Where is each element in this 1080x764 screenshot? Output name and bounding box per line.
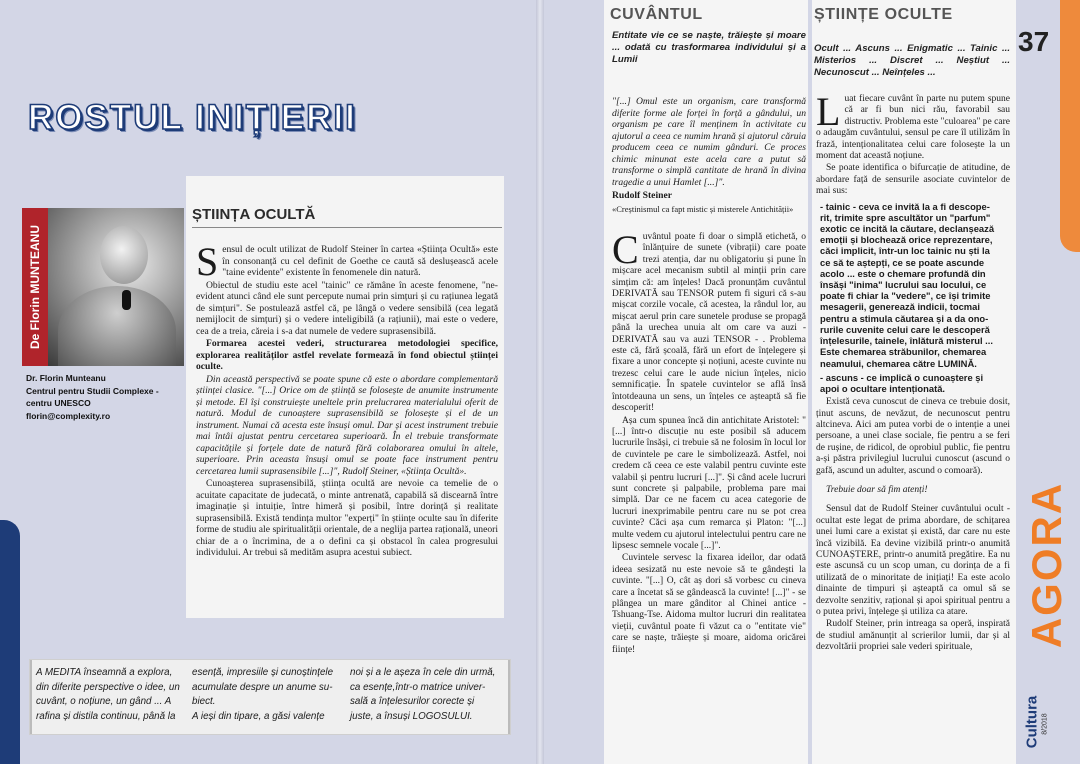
- paragraph: Se poate identifica o bifurcație de atitudine, de abordare față de sensurile asociate cuvintelor de mai sus:: [816, 163, 1010, 197]
- meditation-col-3: noi și a le așeza în cele din urmă, ca esențe,într-o matrice univer- sală a înțelesurilor corecte și juste, a însuși LOGOSULUI.: [350, 667, 496, 722]
- dropcap: S: [196, 239, 219, 284]
- paragraph: uat fiecare cuvânt în parte nu putem spune că ar fi bun nici rău, favorabil sau distructiv. Problema este "culoarea" pe care o adaugăm cuvântului, sensul pe care îl utilizăm în frază, intenționalitatea celui care folosește la un moment dat această noțiune.: [816, 94, 1010, 162]
- author-affiliation: Centrul pentru Studii Complexe -: [26, 385, 159, 396]
- left-article-body: [196, 239, 498, 560]
- paragraph: Există ceva cunoscut de cineva ce trebuie dosit, ținut ascuns, de nevăzut, de necunoscut pentru altcineva. Aici am putea vorbi de o intenție a unei persoane, a unei clase sociale, fie pentru a se feri de rușine, de ridicol, de oprobiul public, fie pentru a-și păstra privilegiul lucrului cunoscut (ascund o gafă, ascund un adulter, ascund o comoară).: [816, 397, 1010, 476]
- section-heading: ȘTIINȚA OCULTĂ: [192, 206, 316, 223]
- quote-author: Rudolf Steiner: [612, 190, 672, 201]
- agora-label: AGORA: [1023, 481, 1070, 649]
- author-band: De Florin MUNTEANU: [22, 208, 48, 366]
- quote-source: «Creștinismul ca fapt mistic și misterele Antichității»: [612, 203, 794, 214]
- dropcap: L: [816, 89, 841, 134]
- paragraph: Așa cum spunea încă din antichitate Aristotel: "[...] într-o discuție nu este posibil să aducem lucrurile însăși, ci trebuie să ne folosim în locul lor de cuvintele pe care le simbolizează. Astfel, noi credem că ceea ce este valabil pentru cuvinte este valabil și pentru lucruri [...]". Și când acele lucruri sunt concrete și palpabile, problema pare mai simplă. Dar ce ne facem cu acea categorie de lucruri inexprimabile pentru care nu se pot crea cuvinte? Căci așa cum remarca și Platon: "[...] multe vedem cu ajutorul intelectului pentru care ne lipsesc semnele vocale [...]".: [612, 415, 806, 551]
- paragraph: Cuvintele servesc la fixarea ideilor, dar odată ideea sesizată nu este nevoie să te gândești la cuvinte. "[...] O, cât aș dori să vorbesc cu cineva care a încetat să se gândească la cuvinte! [...]" - se plângea un mare gânditor al Chinei antice - Tshuang-Tse. Aidoma multor lucruri din realitatea vieții, cuvântul poate fi văzut ca o "entitate vie" care se naște, trăiește și moare, aidoma oricărei ființe!: [612, 553, 806, 655]
- column-header-cuvantul: CUVÂNTUL: [610, 6, 703, 23]
- cuvantul-body: [612, 227, 806, 657]
- bullet-ascuns: - ascuns - ce implică o cunoaștere și apoi o ocultare intenționată.: [820, 371, 984, 394]
- microphone-icon: [122, 290, 131, 310]
- author-email: florin@complexity.ro: [26, 410, 111, 421]
- steiner-quote: [612, 96, 806, 215]
- author-name: Dr. Florin Munteanu: [26, 373, 106, 383]
- column-header-stiinte-oculte: ȘTIINȚE OCULTE: [814, 6, 953, 23]
- logo-name: Cultura: [1023, 695, 1041, 749]
- subtitle-cuvantul: Entitate vie ce se naște, trăiește și moare ... odată cu trasformarea individului și a Lumii: [612, 30, 806, 65]
- meditation-col-2: esență, impresiile și cunoștințele acumulate despre un anume su- biect. A ieși din tipare, a găsi valențe: [192, 667, 334, 722]
- paragraph: Formarea acestei vederi, structurarea metodologiei specifice, explorarea realităților astfel revelate formează în fond obiectul științei oculte.: [196, 338, 498, 372]
- author-affiliation-2: centru UNESCO: [26, 398, 91, 408]
- stiinte-oculte-body: [816, 89, 1010, 655]
- paragraph: uvântul poate fi doar o simplă etichetă, o înlănțuire de sunete (vibrații) care poate trezi atenția, dar nu obligatoriu și pune în mișcare acel mecanism subtil al minții prin care simțim că: am înțeles! Dacă pronunțăm cuvântul DERIVATĂ sau TENSOR putem fi siguri că s-au mișcat corzile vocale, că acestea, la rândul lor, au mișcat aerul prin care sunetele produse se propagă până la urechea unuia alt om care va auzi - DERIVATĂ sau va auzi TENSOR - . Problema este că, fără școală, fără un efort de înțelegere și fixare a unor concepte și noțiuni, aceste cuvinte nu trezesc celui care le aude niciun înțeles, nicio semnificație. În spatele cuvintelor se află însă întotdeauna un sens, un înțeles ce așteaptă să fie descoperit!: [612, 232, 806, 414]
- magazine-logo: [1024, 644, 1050, 754]
- page-gutter: [536, 0, 544, 764]
- right-accent-bar: [1060, 0, 1080, 252]
- author-info: [26, 372, 182, 422]
- paragraph: Sensul dat de Rudolf Steiner cuvântului ocult - ocultat este legat de prima abordare, de schițarea unei lumi care a existat și există, dar care nu este încă vizibilă. Ea devine vizibilă printr-o anumită CUNOAȘTERE, printr-o anumită pregătire. Ea nu este ascunsă cu un scop uman, cu dorința de a fi utilizată de o minoritate de inițiați! Ea este acolo dinainte de timpuri și așteaptă ca omul să se dezvolte senzitiv, rațional și apoi spiritual pentru a o putea privi, înțelege și utiliza ca atare.: [816, 504, 1010, 618]
- issue-number: 8/2018: [1041, 713, 1049, 735]
- dropcap: C: [612, 227, 639, 272]
- paragraph: Obiectul de studiu este acel "tainic" ce rămâne în aceste fenomene, "ne-evident atunci când ele sunt percepute numai prin simțuri și cu rațiunea legată de simțuri". Se postulează astfel că, pe lângă o vedere sensibilă (cea legată nemijlocit de simțuri) și o vedere inteligibilă (a rațiunii), mai este o vedere, cea de a treia, căreia i s-a dat numele de vedere suprasensibilă.: [196, 279, 498, 337]
- paragraph: ensul de ocult utilizat de Rudolf Steiner în cartea «Știința Ocultă» este în consonanță cu cel definit de Goethe ce caută să deslușească acele "taine evidente" existente în fenomenele din natură.: [222, 244, 498, 278]
- page-number: 37: [1018, 26, 1050, 57]
- left-accent-bar: [0, 520, 20, 764]
- subtitle-stiinte-oculte: Ocult ... Ascuns ... Enigmatic ... Tainic ... Misterios ... Discret ... Neștiut ... Necunoscut ... Neînțeles ...: [814, 43, 1010, 78]
- article-title: ROSTUL INIȚIERII: [28, 98, 357, 137]
- section-divider: [192, 227, 502, 228]
- bullet-tainic: - tainic - ceva ce invită la a fi descope- rit, trimite spre ascultător un "parfum" exotic ce incită la căutare, declanșează emoții și blochează orice reprezentare, căci implicit, într-un loc tainic nu ști la ce să te aștepți, ce se poate ascunde acolo ... este o chemare profundă din însăși "inima" lucrului sau locului, ce poate fi chiar la "vedere", ce își trimite mesagerii, generează indicii, tocmai pentru a stimula căutarea și a da ono- rurile cuvenite celui care le descoperă înțelesurile, tainele, înlătură misterul ... Este chemarea străbunilor, chemarea neamului, chemarea către LUMINĂ.: [820, 200, 995, 369]
- paragraph: Rudolf Steiner, prin intreaga sa operă, inspirată de studiul amănunțit al scrierilor lumii, dar și al dezvoltării propriei sale vederi spirituale,: [816, 619, 1010, 653]
- quote-text: "[...] Omul este un organism, care transformă diferite forme ale forței în forță a gândului, un organism pe care îl menținem în activitate cu ajutorul a ceea ce numim hrană și ajutorul căruia producem ceea ce numim gânduri. Ce proces chimic minunat este acela care a putut să transforme o simplă cantitate de hrană în divina tragedie a unui Hamlet [...]".: [612, 96, 806, 188]
- meditation-col-1: A MEDITA înseamnă a explora, din diferite perspective o idee, un cuvânt, o noțiune, un gând ... A rafina și distila continuu, până la: [36, 667, 180, 722]
- paragraph: Din această perspectivă se poate spune că este o abordare complementară științei clasice. "[...] Orice om de știință se folosește de anumite instrumente și metode. El își construiește uneltele prin prelucrarea materialului oferit de natură. Modul de cunoaștere suprasensibilă se folosește și el de un instrument. Numai că acesta este însuși omul. Dar și acest instrument trebuie mai întâi ajustat pentru cercetarea superioară. În el trebuie transformate capacitățile și forțele date de natură fără colaborarea omului în altele, superioare. Prin aceasta însuși omul se poate face instrument pentru cercetarea lumii suprasensibile [...]", Rudolf Steiner, «Știința Ocultă».: [196, 373, 498, 477]
- paragraph: Trebuie doar să fim atenți!: [826, 484, 928, 495]
- paragraph: Cunoașterea suprasensibilă, știința ocultă are nevoie ca temelie de o acuitate capacitate de judecată, o minte antrenată, capabilă să discearnă între imaginație și intuiție, între himeră și posibil, între dorință și realitate suprasensibilă. Există tendința multor "experți" în științe oculte sau în diferite forme de studiu ale spiritualității orientale, de a neglija partea rațională, uneori chiar de a o încrimina, de a o defini ca și obstacol în calea progresului individului. Ar trebui să medităm asupra acestui subiect.: [196, 478, 498, 558]
- author-photo: [48, 208, 184, 366]
